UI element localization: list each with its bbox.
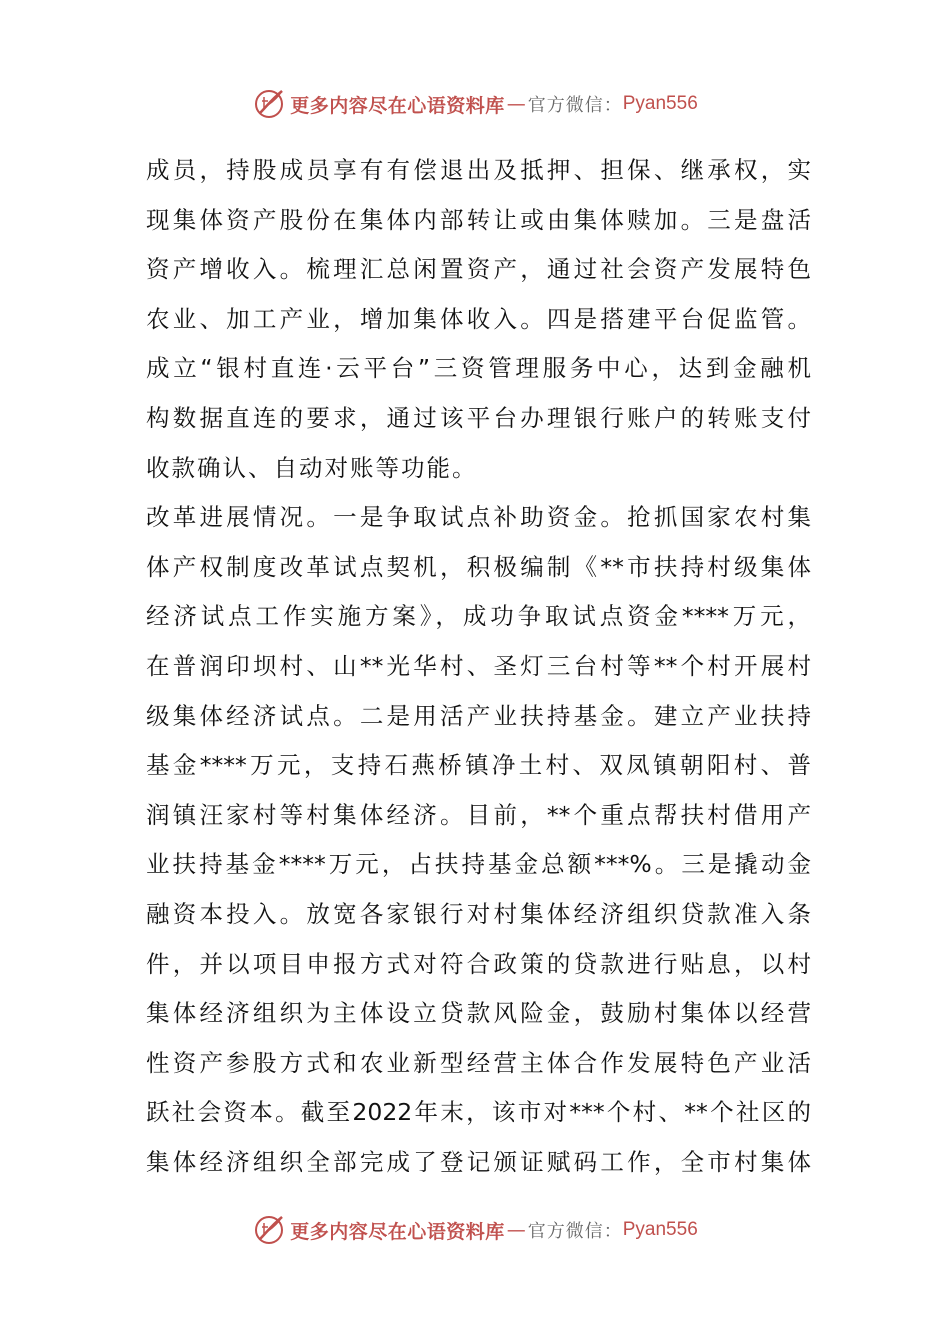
- official-wechat-label: 官方微信：: [527, 1221, 623, 1242]
- text-line: 性资产参股方式和农业新型经营主体合作发展特色产业活: [146, 1048, 811, 1077]
- text-line: 融资本投入。放宽各家银行对村集体经济组织贷款准入条: [146, 899, 811, 928]
- text-line: 经济试点工作实施方案》，成功争取试点资金****万元，: [146, 602, 811, 631]
- text-line: 农业、加工产业，增加集体收入。四是搭建平台促监管。: [146, 304, 811, 333]
- text-line: 润镇汪家村等村集体经济。目前，**个重点帮扶村借用产: [146, 800, 811, 829]
- separator-dash: —: [506, 93, 526, 115]
- header-watermark: [0, 84, 950, 124]
- text-line: 构数据直连的要求，通过该平台办理银行账户的转账支付: [146, 403, 811, 432]
- text-line: 集体经济组织全部完成了登记颁证赋码工作，全市村集体: [146, 1147, 811, 1176]
- official-wechat-label: 官方微信：: [527, 95, 623, 116]
- separator-dash: —: [506, 1219, 526, 1241]
- text-line: 级集体经济试点。二是用活产业扶持基金。建立产业扶持: [146, 701, 811, 730]
- quill-logo-icon: [252, 1213, 286, 1247]
- text-line: 在普润印坝村、山**光华村、圣灯三台村等**个村开展村: [146, 651, 811, 680]
- text-line: 资产增收入。梳理汇总闲置资产，通过社会资产发展特色: [146, 255, 811, 284]
- wechat-id: Pyan556: [622, 93, 698, 114]
- footer-watermark: [0, 1210, 950, 1250]
- document-body: [146, 146, 811, 1187]
- quill-logo-icon: [252, 87, 286, 121]
- text-line: 现集体资产股份在集体内部转让或由集体赎加。三是盘活: [146, 205, 811, 234]
- text-line: 件，并以项目申报方式对符合政策的贷款进行贴息，以村: [146, 949, 811, 978]
- text-line: 跃社会资本。截至2022年末，该市对***个村、**个社区的: [146, 1098, 811, 1127]
- text-line: 改革进展情况。一是争取试点补助资金。抢抓国家农村集: [146, 503, 811, 532]
- text-line: 业扶持基金****万元，占扶持基金总额***%。三是撬动金: [146, 850, 811, 879]
- wechat-id: Pyan556: [622, 1219, 698, 1240]
- text-line: 体产权制度改革试点契机，积极编制《**市扶持村级集体: [146, 552, 811, 581]
- brand-text: 更多内容尽在心语资料库: [290, 94, 505, 117]
- text-line: 收款确认、自动对账等功能。: [146, 453, 478, 482]
- text-line: 集体经济组织为主体设立贷款风险金，鼓励村集体以经营: [146, 999, 811, 1028]
- text-line: 基金****万元，支持石燕桥镇净土村、双凤镇朝阳村、普: [146, 751, 811, 780]
- brand-text: 更多内容尽在心语资料库: [290, 1220, 505, 1243]
- text-line: 成员，持股成员享有有偿退出及抵押、担保、继承权，实: [146, 156, 811, 184]
- text-line: 成立“银村直连·云平台”三资管理服务中心，达到金融机: [146, 354, 811, 383]
